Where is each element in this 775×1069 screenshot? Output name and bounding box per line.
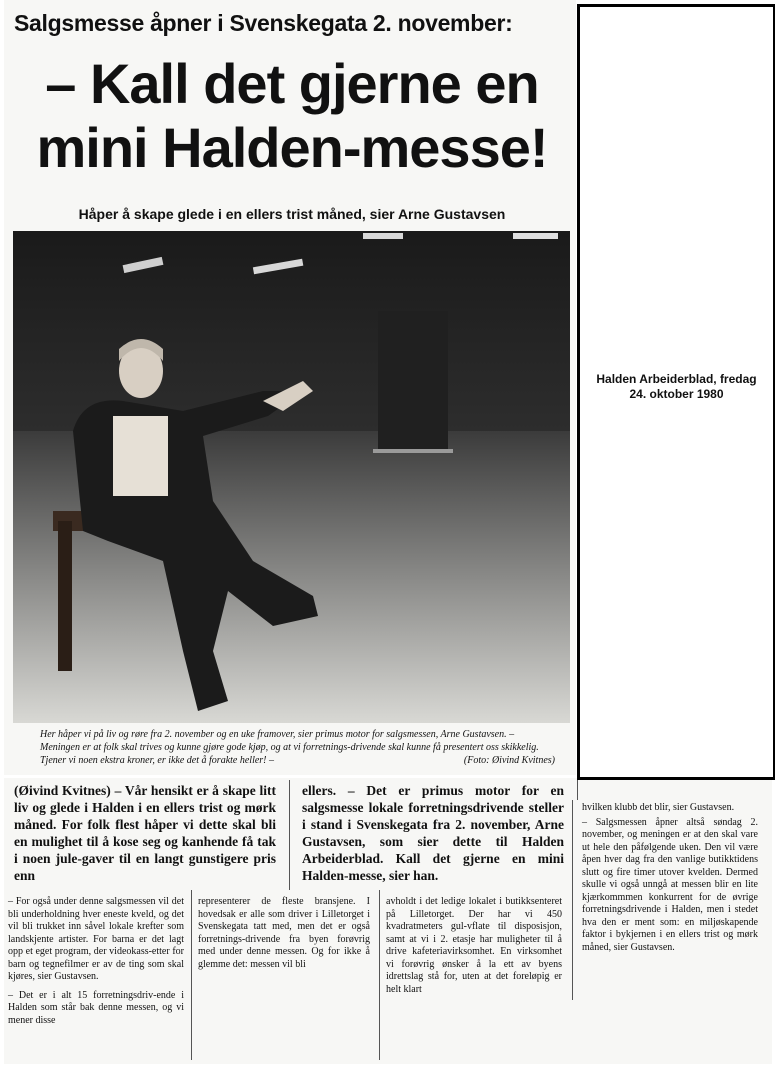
body-col-1-para-1: – For også under denne salgsmessen vil det bli underholdning hver eneste kveld, og det vil bli trukket inn såvel lokale krefter som landskjente artister. For barna er det lagt opp et eget program, der videokass-etter for barn og tegnefilmer er av de ting som skal kjøres, sier Gustavsen. — [8, 896, 184, 982]
column-rule — [289, 780, 290, 890]
article-photo — [13, 231, 570, 723]
photo-caption — [40, 728, 555, 767]
subheadline: Håper å skape glede i en ellers trist måned, sier Arne Gustavsen — [78, 206, 506, 222]
column-rule — [379, 890, 380, 1060]
headline — [14, 52, 570, 180]
source-note: Halden Arbeiderblad, fredag 24. oktober 1980 — [596, 372, 757, 401]
column-rule — [191, 890, 192, 1060]
body-col-4-rest: – Salgsmessen åpner altså søndag 2. november, og meningen er at den skal vare ut hele den påfølgende uken. Den vil være åpen hver dag fra den vanlige butikktidens slutt og fire timer utover kvelden. Dermed skulle vi også unngå at messen blir en lite kjærkommmen konkurrent for de øvrige forretningsdrivende i Halden, men i stedet hva den er ment som: en miljøskapende faktor i bykjernen i en ellers trist og mørk måned, sier Gustavsen. — [582, 816, 758, 953]
lead-paragraph-1: (Øivind Kvitnes) – Vår hensikt er å skape litt liv og glede i Halden i en ellers trist og mørk måned. For folk flest håper vi dette skal bli en mulighet til å kose seg og kanhende få tak i noen jule-gaver til en langt gunstigere pris enn — [14, 783, 276, 883]
lead-paragraph-2: ellers. – Det er primus motor for en salgsmesse lokale forretningsdrivende steller i stand i Svenskegata fra 2. november, Arne Gustavsen, som sier dette til Halden Arbeiderblad. Kall det gjerne en mini Halden-messe, sier han. — [302, 783, 564, 883]
body-col-4-top: hvilken klubb det blir, sier Gustavsen. — [582, 802, 735, 813]
body-col-4 — [582, 802, 758, 954]
headline-line-2: mini Halden-messe! — [36, 116, 548, 179]
caption-text: Her håper vi på liv og røre fra 2. november og en uke framover, sier primus motor for salgsmessen, Arne Gustavsen. – Meningen er at folk skal trives og kunne gjøre gode kjøp, og at vi forretnings-drivende skal kunne få presentert oss skikkelig. Tjener vi noen ekstra kroner, er ikke det å forakte heller! – — [40, 729, 539, 766]
column-rule — [572, 800, 573, 1000]
photo-credit: (Foto: Øivind Kvitnes) — [463, 755, 555, 766]
source-note-box — [577, 4, 775, 780]
body-col-1 — [8, 896, 184, 1027]
column-rule — [577, 780, 578, 800]
kicker: Salgsmesse åpner i Svenskegata 2. november: — [14, 10, 513, 36]
headline-line-1: – Kall det gjerne en — [45, 52, 539, 115]
photo-illustration — [13, 231, 570, 723]
body-col-3: avholdt i det ledige lokalet i butikksenteret på Lilletorget. Der har vi 450 kvadratmeters gul-vflate til disposisjon, samt at vi i 2. etasje har muligheter til å drive kafeteriavirksomhet. En virksomhet vi forøvrig ønsker å la ett av byens idrettslag stå for, uten at det foreløpig er helt klart — [386, 896, 562, 995]
body-col-2: representerer de fleste bransjene. I hovedsak er alle som driver i Lilletorget i Svenskegata tatt med, men det er også forretnings-drivende fra byen forøvrig med under denne messen. Og for ikke å glemme det: messen vil bli — [198, 896, 370, 970]
body-col-1-para-2: – Det er i alt 15 forretningsdriv-ende i Halden som står bak denne messen, og vi mener disse — [8, 989, 184, 1026]
